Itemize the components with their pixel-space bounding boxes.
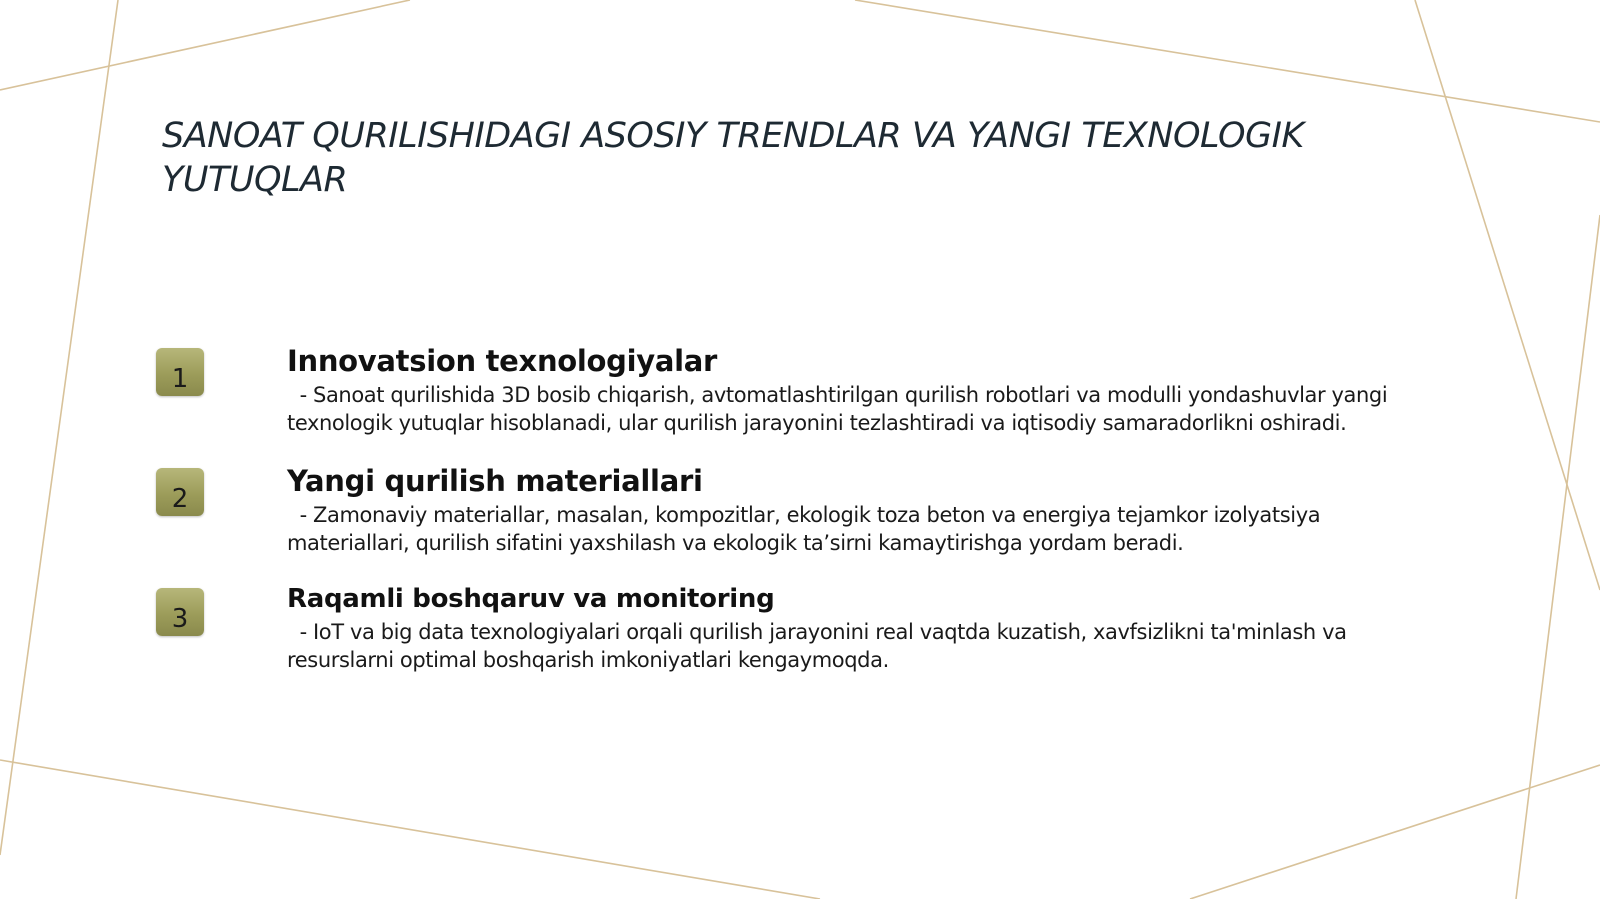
- decor-line: [1415, 0, 1600, 590]
- decor-line: [0, 0, 410, 90]
- number-badge-2: 2: [156, 468, 204, 516]
- item-heading: Yangi qurilish materiallari: [287, 464, 703, 498]
- item-heading: Innovatsion texnologiyalar: [287, 344, 718, 378]
- decor-line: [0, 760, 820, 899]
- slide-title: SANOAT QURILISHIDAGI ASOSIY TRENDLAR VA YANGI TEXNOLOGIK YUTUQLAR: [162, 116, 1304, 200]
- decor-line: [1190, 765, 1600, 899]
- decor-line: [0, 0, 118, 855]
- list-item: [287, 463, 1437, 557]
- item-description: - IoT va big data texnologiyalari orqali qurilish jarayonini real vaqtda kuzatish, xavfsizlikni ta'minlash va resurslarni optimal boshqarish imkoniyatlari kengaymoqda.: [287, 620, 1353, 672]
- number-badge-1: 1: [156, 348, 204, 396]
- decor-line: [1516, 215, 1600, 899]
- item-description: - Sanoat qurilishida 3D bosib chiqarish, avtomatlashtirilgan qurilish robotlari va modulli yondashuvlar yangi texnologik yutuqlar hisoblanadi, ular qurilish jarayonini tezlashtiradi va iqtisodiy samaradorlikni oshiradi.: [287, 383, 1394, 435]
- item-heading: Raqamli boshqaruv va monitoring: [287, 584, 775, 614]
- number-badge-3: 3: [156, 588, 204, 636]
- list-item: [287, 582, 1437, 674]
- list-item: [287, 343, 1437, 437]
- decor-line: [855, 0, 1600, 122]
- item-description: - Zamonaviy materiallar, masalan, kompozitlar, ekologik toza beton va energiya tejamkor izolyatsiya materiallari, qurilish sifatini yaxshilash va ekologik ta’sirni kamaytirishga yordam beradi.: [287, 503, 1327, 555]
